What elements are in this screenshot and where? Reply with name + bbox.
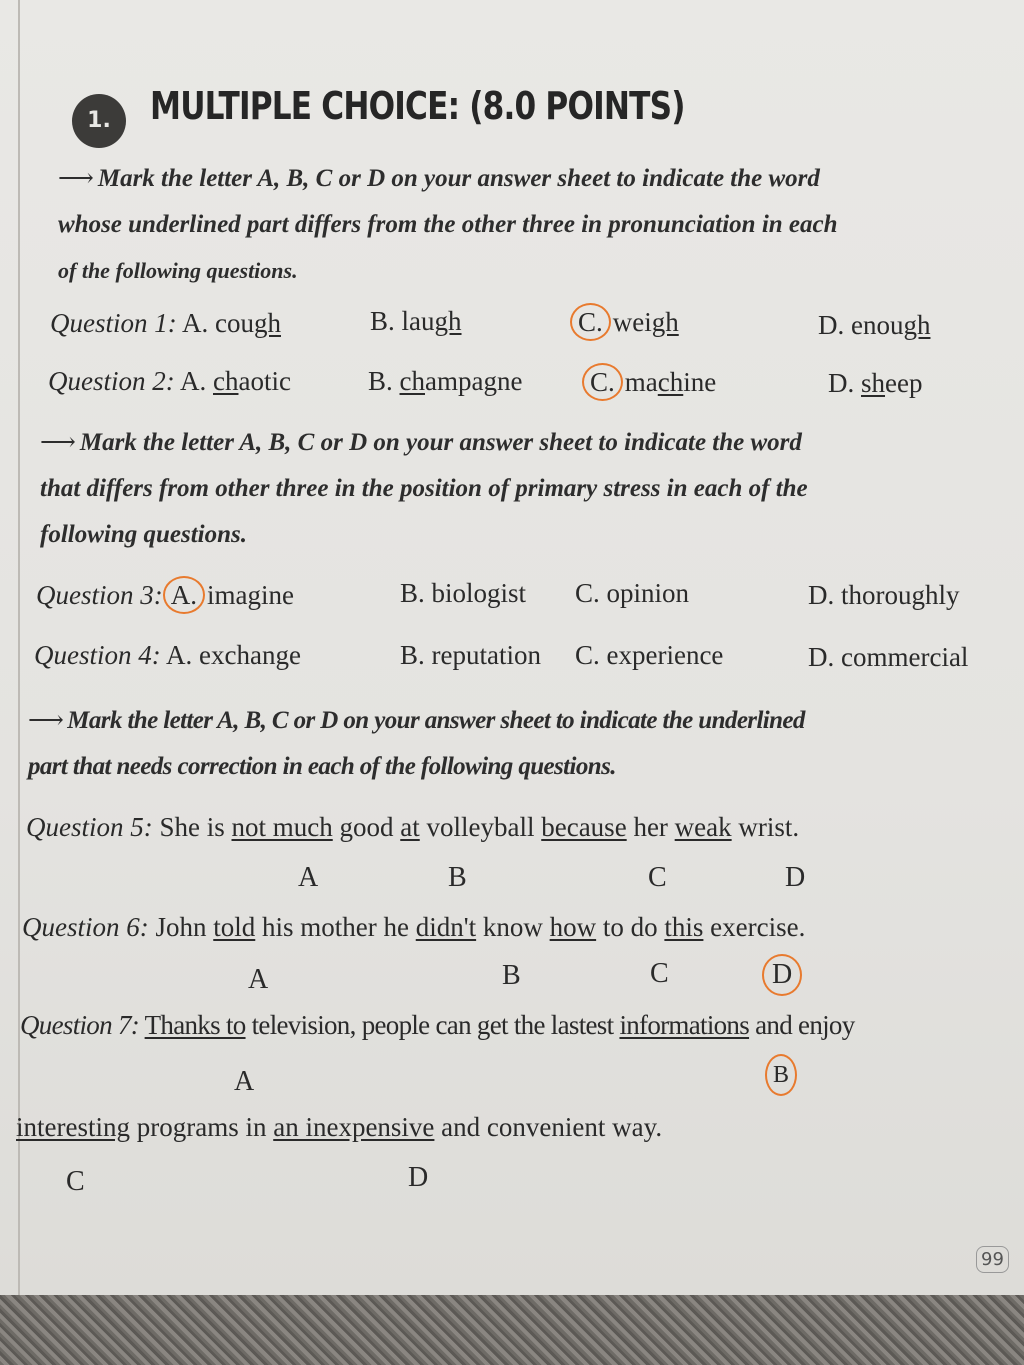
- background-surface: [0, 1295, 1024, 1365]
- page-number: 99: [976, 1246, 1009, 1273]
- arrow-icon: ⟶: [28, 707, 64, 734]
- underlined-part-c[interactable]: because: [541, 812, 627, 842]
- underlined-part-b[interactable]: didn't: [415, 912, 477, 942]
- option-a[interactable]: A. cough: [182, 308, 281, 338]
- arrow-icon: ⟶: [40, 429, 76, 456]
- q7-letter-d: D: [408, 1162, 429, 1193]
- q5-letter-c: C: [648, 862, 667, 893]
- underlined-part-a[interactable]: told: [213, 912, 256, 942]
- question-6: Question 6: John told his mother he didn't know how to do this exercise.: [22, 912, 806, 942]
- q7-letter-c: C: [66, 1166, 85, 1197]
- q4-option-b[interactable]: B. reputation: [400, 640, 541, 670]
- arrow-icon: ⟶: [58, 165, 94, 192]
- option-a[interactable]: A. chaotic: [180, 366, 291, 396]
- selected-circle: C.: [582, 363, 623, 401]
- q1-option-b[interactable]: B. laugh: [370, 306, 462, 336]
- instruction-line: Mark the letter A, B, C or D on your answer sheet to indicate the word: [97, 165, 820, 192]
- underlined-part-c[interactable]: interesting: [16, 1112, 130, 1142]
- instruction-error: [28, 698, 805, 790]
- page-spine: [18, 0, 20, 1300]
- instruction-line: part that needs correction in each of the following questions.: [28, 753, 616, 780]
- instruction-line: Mark the letter A, B, C or D on your answer sheet to indicate the word: [79, 429, 802, 456]
- question-5: Question 5: She is not much good at volleyball because her weak wrist.: [26, 812, 800, 842]
- question-label: Question 1:: [50, 308, 177, 338]
- instruction-line: that differs from other three in the position of primary stress in each of the: [40, 475, 808, 502]
- selected-circle: D: [762, 954, 802, 996]
- instruction-pronunciation: [58, 156, 838, 294]
- q6-letter-b: B: [502, 960, 521, 991]
- q6-letter-a: A: [248, 964, 269, 995]
- question-7-continued: interesting programs in an inexpensive and convenient way.: [16, 1112, 663, 1142]
- q1-option-d[interactable]: D. enough: [818, 310, 931, 340]
- underlined-part-a[interactable]: not much: [231, 812, 333, 842]
- section-number-badge: 1.: [72, 94, 126, 148]
- question-label: Question 2:: [48, 366, 175, 396]
- q7-letter-a: A: [234, 1066, 255, 1097]
- underlined-part-d[interactable]: weak: [674, 812, 732, 842]
- instruction-line: of the following questions.: [58, 258, 298, 283]
- instruction-stress: [40, 420, 808, 558]
- question-label: Question 7:: [20, 1010, 140, 1040]
- question-label: Question 5:: [26, 812, 153, 842]
- question-label: Question 6:: [22, 912, 149, 942]
- instruction-line: following questions.: [40, 521, 247, 548]
- selected-circle: B: [765, 1054, 797, 1096]
- q3-option-c[interactable]: C. opinion: [575, 578, 690, 608]
- q4-option-d[interactable]: D. commercial: [808, 642, 969, 672]
- selected-circle: A.: [163, 576, 205, 614]
- q4-option-c[interactable]: C. experience: [575, 640, 724, 670]
- q6-letter-d-selected[interactable]: [762, 954, 804, 996]
- instruction-line: whose underlined part differs from the other three in pronunciation in each: [58, 211, 838, 238]
- q5-letter-a: A: [298, 862, 319, 893]
- underlined-part-b[interactable]: at: [400, 812, 420, 842]
- q2-option-b[interactable]: B. champagne: [368, 366, 523, 396]
- q2-option-d[interactable]: D. sheep: [828, 368, 923, 398]
- selected-circle: C.: [570, 303, 611, 341]
- q3-option-b[interactable]: B. biologist: [400, 578, 527, 608]
- q3-option-d[interactable]: D. thoroughly: [808, 580, 960, 610]
- instruction-line: Mark the letter A, B, C or D on your answer sheet to indicate the underlined: [67, 707, 805, 734]
- q5-letter-d: D: [785, 862, 806, 893]
- q6-letter-c: C: [650, 958, 669, 989]
- underlined-part-a[interactable]: Thanks to: [144, 1010, 246, 1040]
- underlined-part-c[interactable]: how: [549, 912, 597, 942]
- question-2: [48, 366, 291, 397]
- option-a[interactable]: A. exchange: [166, 640, 301, 670]
- question-1: [50, 308, 281, 339]
- question-4: [34, 640, 301, 671]
- question-label: Question 4:: [34, 640, 161, 670]
- underlined-part-d[interactable]: this: [664, 912, 704, 942]
- underlined-part-b[interactable]: informations: [619, 1010, 750, 1040]
- q2-option-c-selected[interactable]: C. machine: [582, 363, 716, 401]
- question-3: [36, 576, 294, 614]
- question-label: Question 3:: [36, 580, 163, 610]
- section-title: MULTIPLE CHOICE: (8.0 POINTS): [150, 84, 685, 128]
- underlined-part-d[interactable]: an inexpensive: [273, 1112, 435, 1142]
- question-7: Question 7: Thanks to television, people can get the lastest informations and enjoy: [20, 1010, 855, 1040]
- q7-letter-b-selected[interactable]: [765, 1054, 799, 1096]
- q5-letter-b: B: [448, 862, 467, 893]
- option-a-selected[interactable]: A. imagine: [163, 580, 294, 610]
- q1-option-c-selected[interactable]: C. weigh: [570, 303, 679, 341]
